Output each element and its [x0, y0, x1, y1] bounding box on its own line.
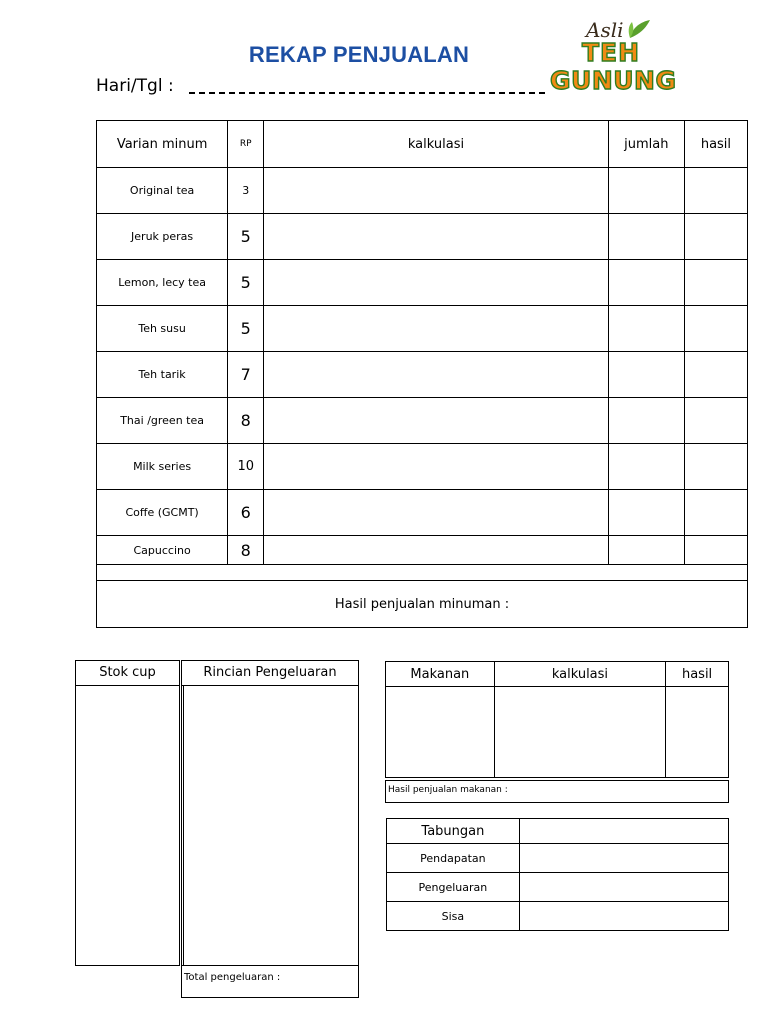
page-title: REKAP PENJUALAN [248, 42, 470, 67]
leaf-icon [626, 18, 652, 40]
savings-table [386, 818, 729, 931]
result-cell[interactable] [684, 490, 747, 536]
qty-cell[interactable] [608, 536, 684, 565]
drink-name: Capuccino [97, 536, 228, 565]
drink-price: 5 [228, 214, 264, 260]
savings-label: Sisa [387, 902, 520, 931]
savings-label: Pengeluaran [387, 873, 520, 902]
result-cell[interactable] [684, 444, 747, 490]
result-cell[interactable] [684, 260, 747, 306]
savings-value-cell[interactable] [519, 844, 728, 873]
qty-cell[interactable] [608, 168, 684, 214]
logo-line1: TEH [582, 38, 641, 67]
logo-script-text: Asli [586, 18, 624, 42]
drink-name: Teh tarik [97, 352, 228, 398]
table-row [387, 873, 729, 902]
drink-price: 8 [228, 398, 264, 444]
calc-cell[interactable] [264, 490, 609, 536]
drink-name: Lemon, lecy tea [97, 260, 228, 306]
food-sales-table [385, 661, 729, 778]
expense-box[interactable] [181, 660, 359, 998]
table-row [387, 819, 729, 844]
header-price: RP [228, 121, 264, 168]
header-food: Makanan [386, 662, 495, 687]
result-cell[interactable] [684, 352, 747, 398]
table-row [97, 444, 748, 490]
drink-total-label[interactable]: Hasil penjualan minuman : [97, 581, 748, 628]
table-row [97, 168, 748, 214]
table-row [386, 687, 729, 778]
result-cell[interactable] [684, 536, 747, 565]
drink-price: 7 [228, 352, 264, 398]
savings-value-cell[interactable] [519, 902, 728, 931]
table-row [97, 490, 748, 536]
date-fill-line[interactable] [189, 92, 545, 94]
table-row [387, 844, 729, 873]
food-calc-cell[interactable] [494, 687, 665, 778]
calc-cell[interactable] [264, 352, 609, 398]
spacer-cell [97, 565, 748, 581]
savings-label: Pendapatan [387, 844, 520, 873]
qty-cell[interactable] [608, 398, 684, 444]
table-row [387, 902, 729, 931]
table-row [97, 306, 748, 352]
result-cell[interactable] [684, 306, 747, 352]
header-result: hasil [684, 121, 747, 168]
teh-gunung-logo [546, 18, 686, 106]
logo-line2: GUNUNG [550, 66, 677, 95]
drink-total-row [97, 581, 748, 628]
header-variant: Varian minum [97, 121, 228, 168]
drink-price: 6 [228, 490, 264, 536]
expense-total-label[interactable]: Total pengeluaran : [182, 965, 358, 997]
table-row [97, 398, 748, 444]
result-cell[interactable] [684, 398, 747, 444]
header-calc: kalkulasi [264, 121, 609, 168]
drink-price: 5 [228, 306, 264, 352]
calc-cell[interactable] [264, 168, 609, 214]
drink-name: Coffe (GCMT) [97, 490, 228, 536]
drink-name: Thai /green tea [97, 398, 228, 444]
qty-cell[interactable] [608, 352, 684, 398]
header-food-result: hasil [666, 662, 729, 687]
calc-cell[interactable] [264, 444, 609, 490]
qty-cell[interactable] [608, 444, 684, 490]
calc-cell[interactable] [264, 260, 609, 306]
expense-header: Rincian Pengeluaran [182, 661, 358, 686]
stock-cup-box[interactable] [75, 660, 180, 966]
expense-inner-border [183, 685, 184, 965]
drink-name: Milk series [97, 444, 228, 490]
header-food-calc: kalkulasi [494, 662, 665, 687]
result-cell[interactable] [684, 168, 747, 214]
table-row [97, 214, 748, 260]
result-cell[interactable] [684, 214, 747, 260]
header-qty: jumlah [608, 121, 684, 168]
drink-name: Original tea [97, 168, 228, 214]
drink-name: Jeruk peras [97, 214, 228, 260]
qty-cell[interactable] [608, 214, 684, 260]
food-item-cell[interactable] [386, 687, 495, 778]
drink-price: 8 [228, 536, 264, 565]
table-header-row [97, 121, 748, 168]
date-label: Hari/Tgl : [96, 76, 174, 96]
savings-value-cell[interactable] [519, 819, 728, 844]
drink-price: 10 [228, 444, 264, 490]
savings-header: Tabungan [387, 819, 520, 844]
qty-cell[interactable] [608, 306, 684, 352]
table-row [97, 260, 748, 306]
table-row [97, 352, 748, 398]
table-row [97, 536, 748, 565]
calc-cell[interactable] [264, 214, 609, 260]
table-header-row [386, 662, 729, 687]
calc-cell[interactable] [264, 306, 609, 352]
drink-price: 3 [228, 168, 264, 214]
stock-cup-header: Stok cup [76, 661, 179, 686]
drink-price: 5 [228, 260, 264, 306]
calc-cell[interactable] [264, 536, 609, 565]
savings-value-cell[interactable] [519, 873, 728, 902]
drink-name: Teh susu [97, 306, 228, 352]
food-result-cell[interactable] [666, 687, 729, 778]
spacer-row [97, 565, 748, 581]
calc-cell[interactable] [264, 398, 609, 444]
qty-cell[interactable] [608, 260, 684, 306]
qty-cell[interactable] [608, 490, 684, 536]
food-total-label[interactable]: Hasil penjualan makanan : [385, 780, 729, 803]
drink-sales-table [96, 120, 748, 628]
